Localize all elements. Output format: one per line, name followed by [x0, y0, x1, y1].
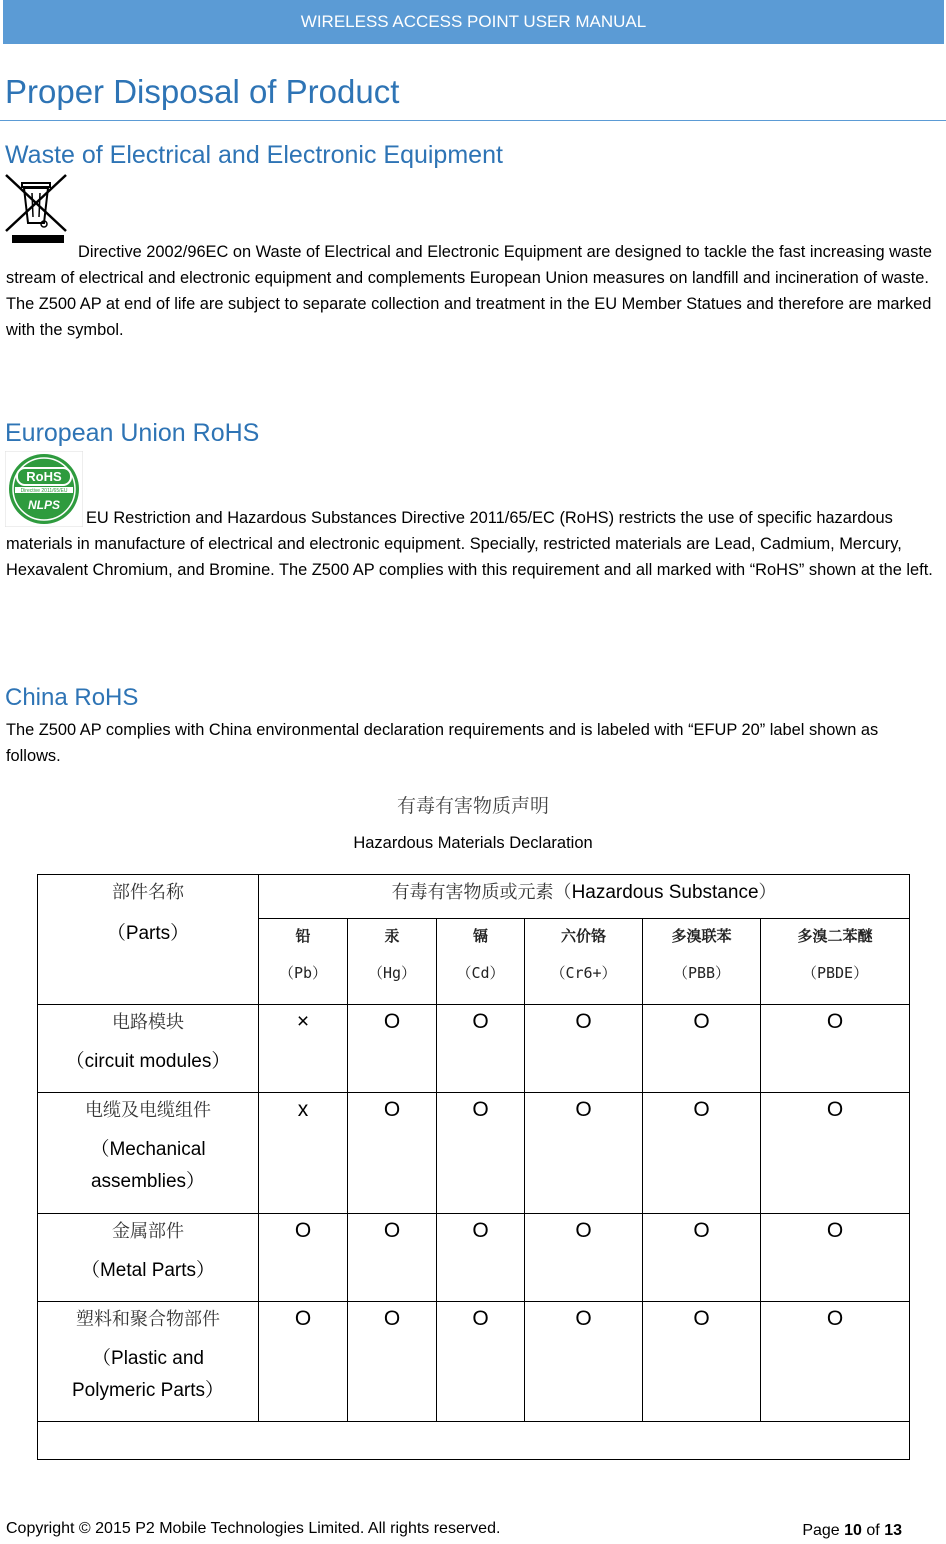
parts-header-en: （Parts）: [106, 923, 190, 944]
mark-cell: O: [259, 1214, 348, 1302]
part-cell: 塑料和聚合物部件 （Plastic and Polymeric Parts）: [38, 1302, 259, 1422]
copyright: Copyright © 2015 P2 Mobile Technologies Limited. All rights reserved.: [6, 1520, 501, 1537]
mark-cell: O: [761, 1302, 910, 1422]
page-title: Proper Disposal of Product: [5, 73, 400, 110]
substance-header-close: ）: [758, 882, 777, 903]
mark-cell: O: [761, 1005, 910, 1093]
eu-rohs-text-rest: specific hazardous materials in manufacture of electrical and electronic equipment. Specially, restricted materials are Lead, Cadmium, Mercury, Hexavalent Chromium, and Bromine. The Z500 AP complies with this requirement and all marked with “RoHS” shown at the left.: [6, 509, 933, 579]
mark-cell: O: [259, 1302, 348, 1422]
table-row: [38, 1302, 910, 1422]
header-title: WIRELESS ACCESS POINT USER MANUAL: [300, 12, 647, 31]
weee-text-rest: fast increasing waste stream of electrical and electronic equipment and complements European Union measures on landfill and incineration of waste. The Z500 AP at end of life are subject to separate collection and treatment in the EU Member Statues and therefore are marked with the symbol.: [6, 243, 932, 339]
mark-cell: O: [437, 1214, 525, 1302]
substance-header-cell: [259, 875, 910, 919]
column-header: 多溴联苯 （PBB）: [643, 919, 761, 1005]
mark-cell: O: [761, 1214, 910, 1302]
column-header: 六价铬 （Cr6+）: [525, 919, 643, 1005]
mark-cell: ×: [259, 1005, 348, 1093]
part-cell: 电路模块 （circuit modules）: [38, 1005, 259, 1093]
part-cell: 金属部件 （Metal Parts）: [38, 1214, 259, 1302]
rohs-logo-bottom: NLPS: [27, 498, 61, 512]
mark-cell: O: [643, 1093, 761, 1214]
declaration-title-cn: 有毒有害物质声明: [396, 795, 549, 817]
mark-cell: O: [643, 1302, 761, 1422]
column-header: 铅 （Pb）: [259, 919, 348, 1005]
mark-cell: O: [761, 1093, 910, 1214]
parts-header-cell: [38, 875, 259, 1005]
table-row: [38, 1214, 910, 1302]
mark-cell: O: [437, 1302, 525, 1422]
china-rohs-text: The Z500 AP complies with China environmental declaration requirements and is labeled with “EFUP 20” label shown as follows.: [6, 721, 879, 765]
weee-text: [6, 239, 936, 343]
mark-cell: O: [525, 1005, 643, 1093]
mark-cell: O: [643, 1214, 761, 1302]
weee-heading: Waste of Electrical and Electronic Equipment: [5, 141, 503, 169]
mark-cell: O: [348, 1005, 437, 1093]
declaration-title-en: Hazardous Materials Declaration: [353, 834, 593, 852]
mark-cell: O: [525, 1214, 643, 1302]
substance-header-en: Hazardous Substance: [571, 882, 759, 903]
rohs-logo-text: RoHS: [26, 469, 62, 484]
header-bar: [3, 0, 944, 44]
mark-cell: x: [259, 1093, 348, 1214]
weee-text-first: Directive 2002/96EC on Waste of Electrical and Electronic Equipment are designed to tackle the: [78, 243, 775, 261]
mark-cell: O: [437, 1005, 525, 1093]
column-header: 多溴二苯醚 （PBDE）: [761, 919, 910, 1005]
eu-rohs-text-first: EU Restriction and Hazardous Substances Directive 2011/65/EC (RoHS) restricts the use of: [86, 509, 753, 527]
weee-bin-icon: [4, 173, 68, 243]
table-empty-row: [38, 1422, 910, 1460]
substance-header-cn: 有毒有害物质或元素（: [391, 882, 572, 903]
china-rohs-heading: China RoHS: [5, 684, 139, 711]
mark-cell: O: [348, 1302, 437, 1422]
hazardous-materials-table: [37, 874, 910, 1460]
mark-cell: O: [643, 1005, 761, 1093]
rohs-logo-small: Directive 2011/65/EU: [20, 488, 68, 494]
column-header: 镉 （Cd）: [437, 919, 525, 1005]
table-row: [38, 1093, 910, 1214]
eu-rohs-heading: European Union RoHS: [5, 419, 260, 447]
mark-cell: O: [525, 1093, 643, 1214]
page-number: Page 10 of 13: [802, 1522, 902, 1539]
mark-cell: O: [525, 1302, 643, 1422]
parts-header-cn: 部件名称: [112, 882, 184, 903]
table-row: [38, 1005, 910, 1093]
part-cell: 电缆及电缆组件 （Mechanical assemblies）: [38, 1093, 259, 1214]
eu-rohs-text: [6, 505, 936, 583]
column-header: 汞 （Hg）: [348, 919, 437, 1005]
mark-cell: O: [348, 1214, 437, 1302]
mark-cell: O: [348, 1093, 437, 1214]
mark-cell: O: [437, 1093, 525, 1214]
title-divider: [0, 120, 946, 121]
